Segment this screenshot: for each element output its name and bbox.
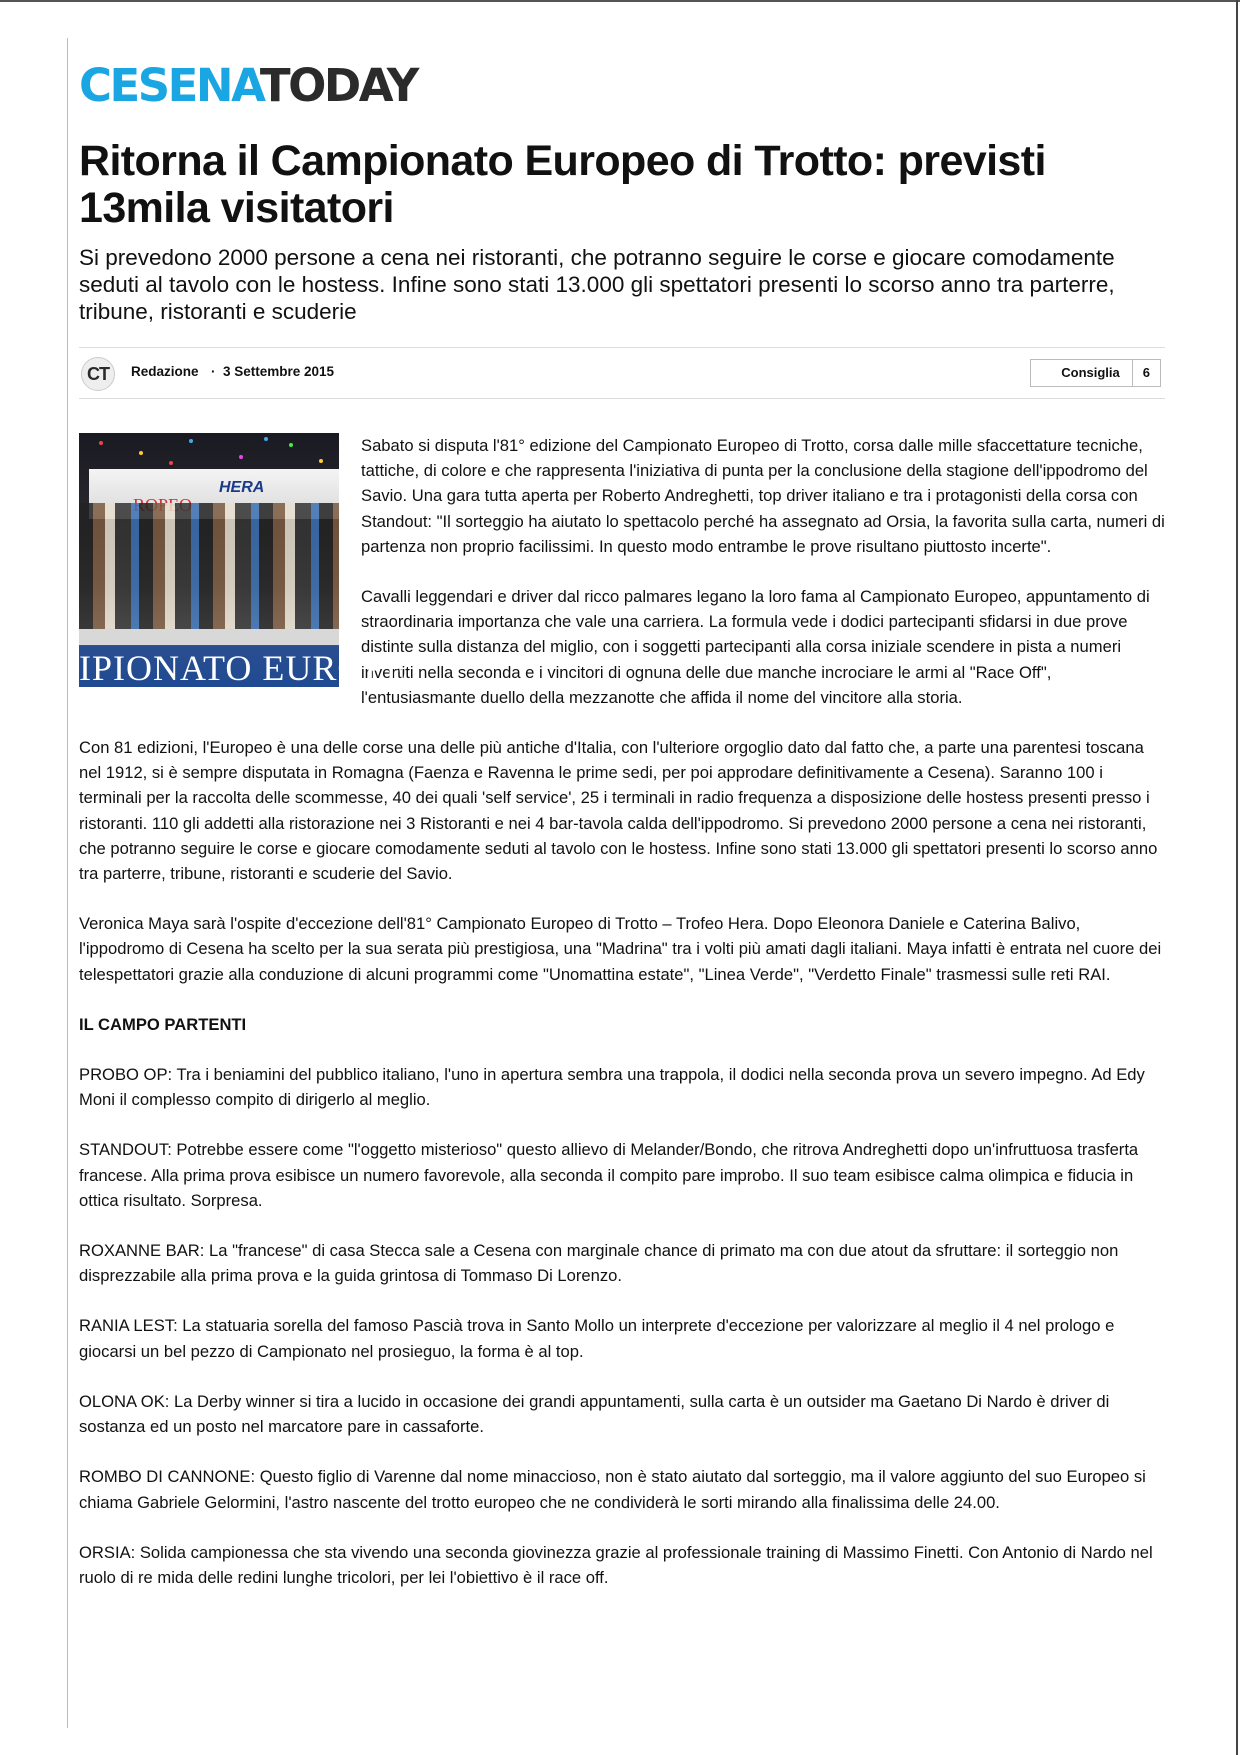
recommend-label: Consiglia bbox=[1031, 360, 1133, 386]
article-paragraph: Con 81 edizioni, l'Europeo è una delle corse una delle più antiche d'Italia, con l'ulteriore orgoglio dato dal fatto che, a parte una parentesi toscana nel 1912, si è sempre disputata in Romagna (Faenza e Ravenna le prime sedi, per poi approdare definitivamente a Cesena). Saranno 100 i terminali per la raccolta delle scommesse, 40 dei quali 'self service', 25 i terminali in radio frequenza a disposizione delle hostess presenti presso i ristoranti. 110 gli addetti alla ristorazione nei 3 Ristoranti e nei 4 bar-tavola calda dell'ippodromo. Si prevedono 2000 persone a cena nei ristoranti, che potranno seguire le corse e giocare comodamente seduti al tavolo con le hostess. Infine sono stati 13.000 gli spettatori presenti lo scorso anno tra parterre, tribune, ristoranti e scuderie del Savio. bbox=[79, 738, 1158, 884]
article-paragraph: Veronica Maya sarà l'ospite d'eccezione dell'81° Campionato Europeo di Trotto – Trofeo Hera. Dopo Eleonora Daniele e Caterina Balivo, l'ippodromo di Cesena ha scelto per la sua serata più prestigiosa, una "Madrina" tra i volti più amati dagli italiani. Maya infatti è entrata nel cuore dei telespettatori grazie alla conduzione di alcuni programmi come "Unomattina estate", "Linea Verde", "Verdetto Finale" trasmessi sulle reti RAI. bbox=[79, 914, 1162, 984]
section-heading: IL CAMPO PARTENTI bbox=[79, 1014, 247, 1034]
article-meta-bar bbox=[79, 347, 1165, 399]
article-subtitle: Si prevedono 2000 persone a cena nei ristoranti, che potranno seguire le corse e giocare comodamente seduti al tavolo con le hostess. Infine sono stati 13.000 gli spettatori presenti lo scorso anno tra parterre, tribune, ristoranti e scuderie bbox=[79, 245, 1115, 324]
logo-part-cesena: CESENA bbox=[79, 59, 260, 112]
article-photo[interactable] bbox=[79, 433, 409, 688]
page-border-right bbox=[1236, 0, 1238, 1755]
entry-paragraph: OLONA OK: La Derby winner si tira a lucido in occasione dei grandi appuntamenti, sulla carta è un outsider ma Gaetano Di Nardo è driver di sostanza ed un posto nel marcatore pare in cassaforte. bbox=[79, 1391, 1110, 1437]
recommend-button[interactable] bbox=[1030, 359, 1161, 387]
logo-part-today: TODAY bbox=[259, 59, 417, 112]
article-paragraph: Cavalli leggendari e driver dal ricco palmares legano la loro fama al Campionato Europeo, appuntamento di straordinaria importanza che vale una carriera. La formula vede i dodici partecipanti sfidarsi in due prove distinte sulla distanza del miglio, con i soggetti partecipanti alla corsa iniziale scendere in pista a numeri invertiti nella seconda e i vincitori di ognuna delle due manche incrociare le armi al "Race Off", l'entusiasmante duello della mezzanotte che affida il nome del vincitore alla storia. bbox=[361, 587, 1150, 707]
page-border-top bbox=[0, 0, 1240, 2]
entry-paragraph: ROXANNE BAR: La "francese" di casa Stecca sale a Cesena con marginale chance di primato ma con due atout da sfruttare: il sorteggio non disprezzabile alla prima prova e la guida grintosa di Tommaso Di Lorenzo. bbox=[79, 1241, 1119, 1286]
page-margin-line bbox=[67, 38, 68, 1728]
entry-paragraph: STANDOUT: Potrebbe essere come "l'oggetto misterioso" questo allievo di Melander/Bondo, che ritrova Andreghetti dopo un'infruttuosa trasferta francese. Alla prima prova esibisce un numero favorevole, alla seconda il compito pare improbo. Il suo team esibisce calma olimpica e fiducia in ottica risultato. Sorpresa. bbox=[79, 1140, 1139, 1210]
entry-paragraph: PROBO OP: Tra i beniamini del pubblico italiano, l'uno in apertura sembra una trappola, il dodici nella seconda prova un severo impegno. Ad Edy Moni il complesso compito di dirigerlo al meglio. bbox=[79, 1065, 1145, 1110]
entry-paragraph: ROMBO DI CANNONE: Questo figlio di Varenne dal nome minaccioso, non è stato aiutato dal sorteggio, ma il valore aggiunto del suo Europeo si chiama Gabriele Gelormini, l'astro nascente del trotto europeo che ne condividerà le sorti mirando alla finalissima delle 24.00. bbox=[79, 1467, 1146, 1512]
article-page bbox=[79, 58, 1165, 1615]
recommend-count: 6 bbox=[1142, 365, 1150, 380]
author-avatar[interactable]: CT bbox=[81, 357, 115, 391]
article-body bbox=[79, 433, 1165, 1590]
site-logo[interactable] bbox=[79, 58, 1165, 114]
photo-crowd bbox=[79, 503, 339, 633]
photo-banner-brand: HERA bbox=[219, 479, 265, 496]
meta-separator: · bbox=[211, 364, 216, 379]
publish-date: 3 Settembre 2015 bbox=[223, 364, 335, 379]
entry-paragraph: ORSIA: Solida campionessa che sta vivendo una seconda giovinezza grazie al professionale training di Massimo Finetti. Con Antonio di Nardo nel ruolo di re mida delle redini lunghe tricolori, per lei l'obiettivo è il race off. bbox=[79, 1542, 1153, 1587]
author-name[interactable]: Redazione bbox=[131, 364, 199, 379]
photo-caption-banner: IPIONATO EUROPE bbox=[79, 647, 409, 688]
entry-paragraph: RANIA LEST: La statuaria sorella del famoso Pascià trova in Santo Mollo un interprete d'eccezione per valorizzare al meglio il 4 nel prologo e giocarsi un bel pezzo di Campionato nel prosieguo, la forma è al top. bbox=[79, 1316, 1115, 1361]
article-paragraph: Sabato si disputa l'81° edizione del Campionato Europeo di Trotto, corsa dalle mille sfaccettature tecniche, tattiche, di colore e che rappresenta l'iniziativa di punta per la conclusione della stagione dell'ippodromo del Savio. Una gara tutta aperta per Roberto Andreghetti, top driver italiano e tra i protagonisti della corsa con Standout: "Il sorteggio ha aiutato lo spettacolo perché ha assegnato ad Orsia, la favorita sulla carta, numeri di partenza non proprio facilissimi. In questo modo entrambe le prove risultano piuttosto incerte". bbox=[361, 436, 1165, 556]
photo-stage bbox=[79, 629, 339, 645]
article-headline: Ritorna il Campionato Europeo di Trotto: previsti 13mila visitatori bbox=[79, 137, 1046, 232]
